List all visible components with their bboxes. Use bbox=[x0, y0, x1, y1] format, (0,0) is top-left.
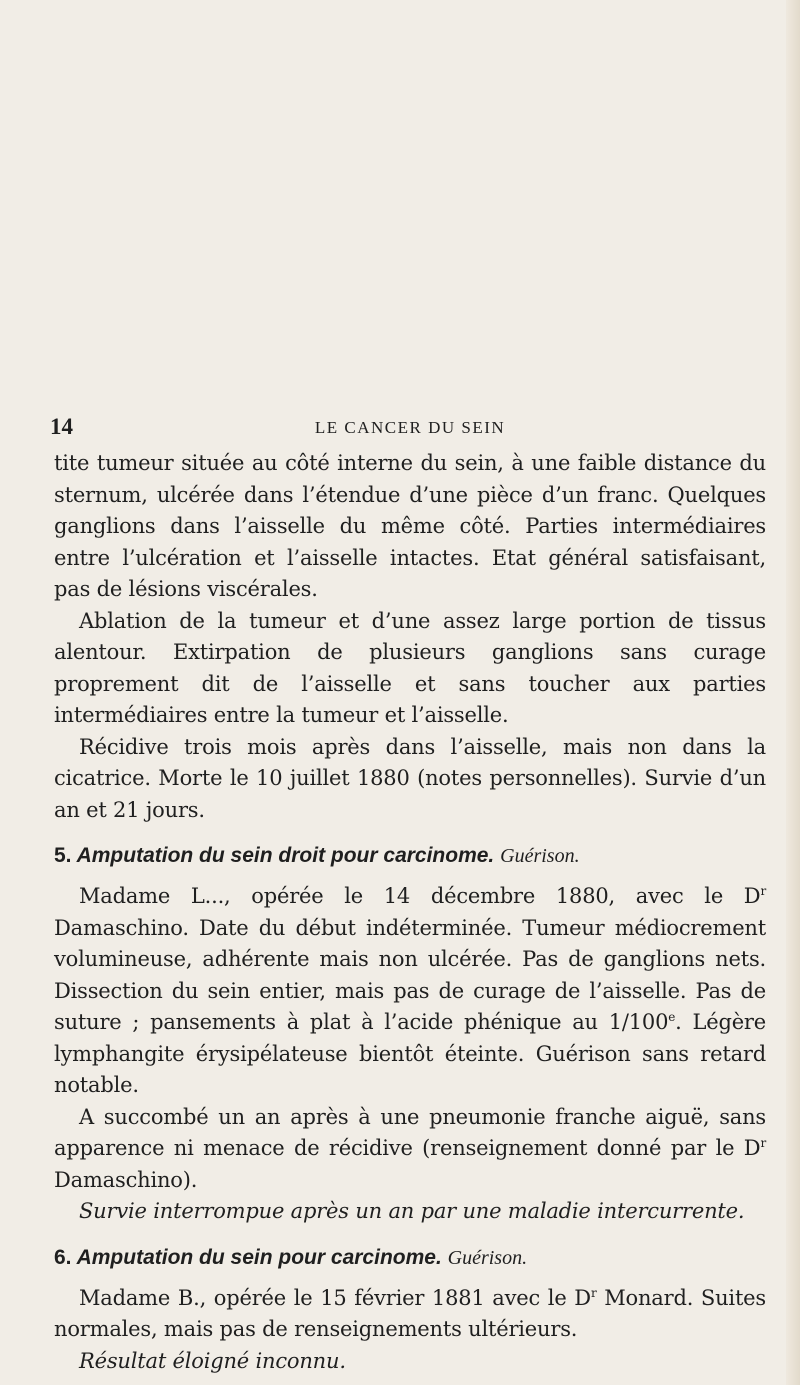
page-header bbox=[50, 414, 766, 448]
text-run: Damaschino. Date du début indéterminée. Tumeur médiocrement volumineuse, adhérente mais non ulcérée. Pas de ganglions nets. Dissection du sein entier, mais pas de curage de l’aisselle. Pas de suture ; pansements à plat à l’acide phénique au 1/100 bbox=[54, 915, 766, 1034]
superscript: r bbox=[590, 1285, 597, 1300]
book-page bbox=[50, 414, 766, 1377]
paragraph: Récidive trois mois après dans l’aisselle, mais non dans la cicatrice. Morte le 10 juillet 1880 (notes personnelles). Survie d’un an et 21 jours. bbox=[54, 734, 766, 822]
text-run: Madame L..., opérée le 14 décembre 1880, avec le D bbox=[79, 884, 761, 908]
paragraph: tite tumeur située au côté interne du sein, à une faible distance du sternum, ulcérée dans l’étendue d’une pièce d’un franc. Quelques ganglions dans l’aisselle du même côté. Parties intermédiaires entre l’ulcération et l’aisselle intactes. Etat général satisfaisant, pas de lésions viscérales. bbox=[54, 451, 766, 601]
running-title: LE CANCER DU SEIN bbox=[314, 418, 506, 437]
superscript: r bbox=[760, 884, 766, 898]
case-conclusion: Résultat éloigné inconnu. bbox=[79, 1348, 346, 1373]
case-conclusion: Survie interrompue après un an par une maladie intercurrente. bbox=[79, 1199, 745, 1223]
case-result: Guérison. bbox=[500, 845, 580, 867]
paragraph: Ablation de la tumeur et d’une assez large portion de tissus alentour. Extirpation de plusieurs ganglions sans curage proprement dit de l’aisselle et sans toucher aux parties intermédiaires entre la tumeur et l’aisselle. bbox=[54, 608, 766, 727]
text-run: Monard. Suites normales, mais pas de renseignements ultérieurs. bbox=[54, 1285, 766, 1341]
text-run: A succombé un an après à une pneumonie franche aiguë, sans apparence ni menace de récidive (renseignement donné par le D bbox=[54, 1104, 766, 1160]
case-number: 5. bbox=[54, 844, 72, 867]
paragraph bbox=[54, 881, 766, 1102]
case-title: Amputation du sein droit pour carcinome. bbox=[76, 844, 495, 867]
text-run: . Légère lymphangite érysipélateuse bientôt éteinte. Guérison sans retard notable. bbox=[54, 1010, 766, 1097]
text-run: Damaschino). bbox=[54, 1167, 198, 1192]
text-run: Madame B., opérée le 15 février 1881 avec le D bbox=[79, 1285, 591, 1310]
superscript: e bbox=[668, 1010, 676, 1024]
paragraph bbox=[54, 1283, 766, 1346]
case-title: Amputation du sein pour carcinome. bbox=[76, 1245, 442, 1269]
case-5-heading bbox=[54, 840, 766, 872]
case-6-heading bbox=[54, 1242, 766, 1274]
page-edge-shadow bbox=[786, 0, 800, 1385]
paragraph bbox=[54, 1102, 766, 1197]
case-number: 6. bbox=[54, 1245, 72, 1269]
page-number: 14 bbox=[50, 414, 73, 439]
superscript: r bbox=[760, 1136, 766, 1150]
case-result: Guérison. bbox=[447, 1246, 528, 1269]
